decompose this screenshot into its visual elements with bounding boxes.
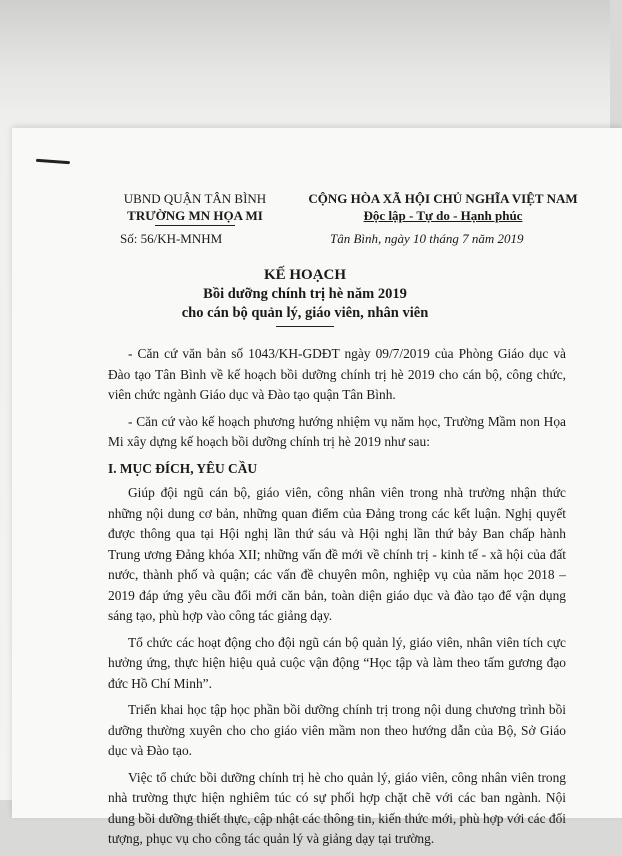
issuer-header [100,190,290,226]
title-underline [276,326,334,327]
document-title [120,266,490,327]
body-paragraph-3: Triển khai học tập học phần bồi dưỡng chính trị trong nội dung chương trình bồi dưỡng thường xuyên cho cho giáo viên mầm non theo hướng dẫn của Bộ, Sở Giáo dục và Đào tạo. [108,702,566,758]
issuing-unit: UBND QUẬN TÂN BÌNH [123,191,267,206]
title-audience: cho cán bộ quản lý, giáo viên, nhân viên [181,305,429,321]
national-header [308,190,578,224]
title-subject: Bồi dưỡng chính trị hè năm 2019 [203,286,407,302]
body-paragraph-1: Giúp đội ngũ cán bộ, giáo viên, công nhân viên trong nhà trường nhận thức những nội dung cơ bản, những quan điểm của Đảng trong các kết luận. Nghị quyết được thông qua tại Hội nghị lần thứ sáu và Hội nghị lần thứ bảy Ban chấp hành Trung ương Đảng khóa XII; những vấn đề mới về chính trị - kinh tế - xã hội của đất nước, thành phố và quận; các vấn đề chuyên môn, nghiệp vụ của năm học 2018 – 2019 đáp ứng yêu cầu đổi mới căn bản, toàn diện giáo dục và đào tạo để vận dụng sáng tạo, phù hợp vào công tác giảng dạy. [108,485,566,623]
body-paragraph-2: Tổ chức các hoạt động cho đội ngũ cán bộ quản lý, giáo viên, nhân viên tích cực hưởng ứng, thực hiện hiệu quả cuộc vận động “Học tập và làm theo tấm gương đạo đức Hồ Chí Minh”. [108,634,566,691]
school-name: TRƯỜNG MN HỌA MI [127,208,263,223]
section-heading: I. MỤC ĐÍCH, YÊU CẦU [108,460,258,476]
national-motto: Độc lập - Tự do - Hạnh phúc [363,208,523,223]
document-number: Số: 56/KH-MNHM [120,231,223,246]
document-date: Tân Bình, ngày 10 tháng 7 năm 2019 [330,231,524,246]
body-paragraph-4: Việc tổ chức bồi dưỡng chính trị hè cho quản lý, giáo viên, công nhân viên trong nhà trường thực hiện nghiêm túc có sự phối hợp chặt chẽ với các ban ngành. Nội dung bồi dưỡng thiết thực, cập nhật các thông tin, kiến thức mới, phù hợp với các đối tượng, phục vụ cho công tác quản lý và giảng dạy tại trường. [108,769,566,846]
basis-paragraph-1: - Căn cứ văn bản số 1043/KH-GDĐT ngày 09/7/2019 của Phòng Giáo dục và Đào tạo Tân Bình về kế hoạch bồi dưỡng chính trị hè 2019 cho cán bộ, công chức, viên chức ngành Giáo dục và Đào tạo quận Tân Bình. [108,346,566,402]
nation-name: CỘNG HÒA XÃ HỘI CHỦ NGHĨA VIỆT NAM [308,191,578,206]
document-body [108,344,566,856]
basis-paragraph-2: - Căn cứ vào kế hoạch phương hướng nhiệm vụ năm học, Trường Mầm non Họa Mi xây dựng kế hoạch bồi dưỡng chính trị hè 2019 như sau: [108,413,566,449]
header-underline [155,225,235,226]
title-main: KẾ HOẠCH [263,267,347,283]
